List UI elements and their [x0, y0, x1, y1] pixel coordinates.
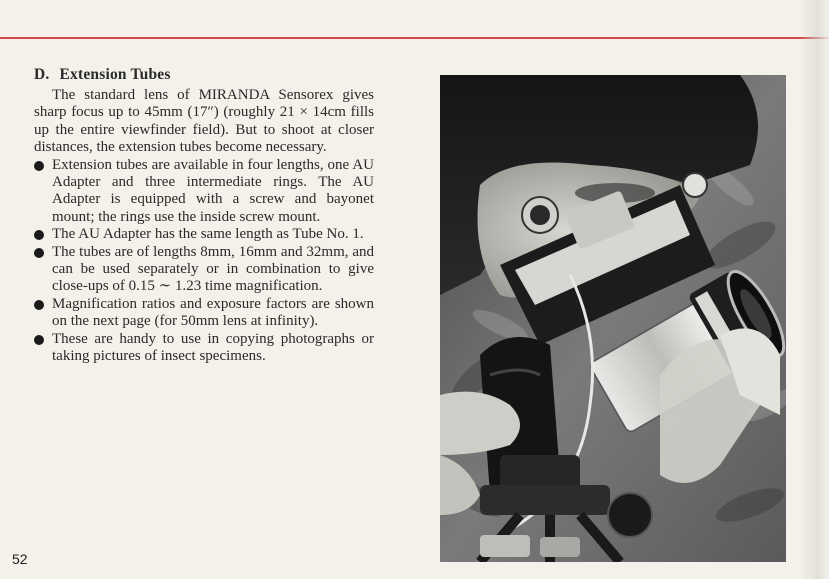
page-number: 52: [12, 551, 28, 567]
camera-photo: [440, 75, 786, 562]
camera-photo-illustration: [440, 75, 786, 562]
list-item-text: Extension tubes are available in four lengths, one AU Adapter and three intermediate rings. The AU Adapter is equipped with a screw and bayonet mount; the rings use the inside screw mount.: [52, 156, 374, 225]
list-item-text: The tubes are of lengths 8mm, 16mm and 32mm, and can be used separately or in combination to give close-ups of 0.15 ∼ 1.23 time magnification.: [52, 243, 374, 295]
list-item: [34, 157, 374, 227]
bullet-icon: [34, 335, 44, 345]
text-column: [34, 66, 374, 366]
list-item-text: The AU Adapter has the same length as Tube No. 1.: [52, 226, 364, 243]
top-rule: [0, 37, 829, 39]
list-item-text: These are handy to use in copying photographs or taking pictures of insect specimens.: [52, 330, 374, 365]
list-item: [34, 331, 374, 366]
section-heading: [34, 66, 374, 84]
bullet-list: [34, 157, 374, 366]
intro-text: The standard lens of MIRANDA Sensorex gives sharp focus up to 45mm (17″) (roughly 21 × 14cm fills up the entire viewfinder field). But to shoot at closer distances, the extension tubes become necessary.: [34, 87, 374, 156]
page-gutter: [800, 0, 829, 579]
list-item: [34, 226, 374, 243]
intro-paragraph: [34, 87, 374, 157]
bullet-icon: [34, 248, 44, 258]
list-item-text: Magnification ratios and exposure factors are shown on the next page (for 50mm lens at infinity).: [52, 295, 374, 330]
list-item: [34, 296, 374, 331]
section-title: Extension Tubes: [59, 66, 171, 83]
list-item: [34, 244, 374, 296]
bullet-icon: [34, 300, 44, 310]
bullet-icon: [34, 230, 44, 240]
section-letter: D.: [34, 66, 50, 83]
bullet-icon: [34, 161, 44, 171]
